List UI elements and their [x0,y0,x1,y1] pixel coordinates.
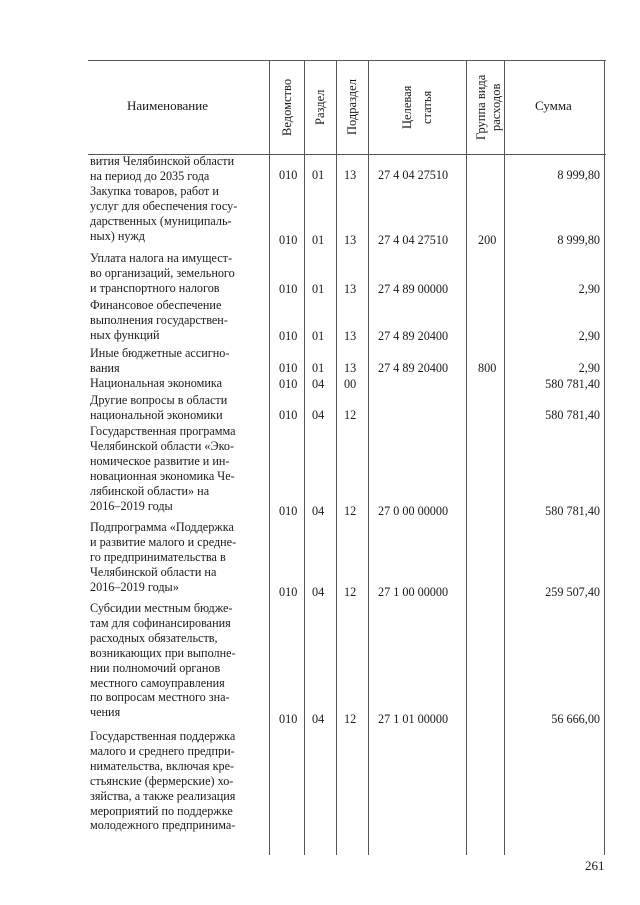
row-razdel: 04 [312,377,325,391]
header-top-rule [88,60,606,61]
row-podrazdel: 12 [344,585,357,599]
row-celevaya: 27 4 89 00000 [378,282,449,296]
row-razdel: 04 [312,712,325,726]
header-summa: Сумма [535,98,572,113]
row-summa: 8 999,80 [557,233,600,247]
row-celevaya: 27 4 04 27510 [378,233,449,247]
row-name: вития Челябинской области на период до 2035 года [90,154,235,183]
row-name: Иные бюджетные ассигно- вания [90,346,230,375]
col-divider [269,60,270,855]
row-podrazdel: 13 [344,168,357,182]
row-name: Уплата налога на имущест- во организаций, земельного и транспортного налогов [90,251,235,295]
row-summa: 2,90 [578,361,600,375]
header-gruppa-line2: расходов [489,83,503,131]
row-razdel: 01 [312,282,325,296]
row-name: Государственная поддержка малого и среднего предпри- нимательства, включая кре- стьянские (фермерские) хо- зяйства, а также реализация мероприятий по поддержке молодежного предпринима- [90,729,236,833]
row-celevaya: 27 4 89 20400 [378,361,449,375]
row-celevaya: 27 1 01 00000 [378,712,449,726]
row-vedomstvo: 010 [279,585,298,599]
col-divider [368,60,369,855]
header-vedomstvo: Ведомство [280,78,294,136]
col-divider [466,60,467,855]
row-razdel: 04 [312,408,325,422]
row-podrazdel: 12 [344,504,357,518]
row-vedomstvo: 010 [279,168,298,182]
row-vedomstvo: 010 [279,408,298,422]
row-name: Национальная экономика [90,376,223,390]
header-celevaya-line1: Целевая [400,85,414,129]
row-razdel: 04 [312,585,325,599]
row-razdel: 01 [312,233,325,247]
row-summa: 580 781,40 [545,377,600,391]
row-vedomstvo: 010 [279,504,298,518]
row-name: Другие вопросы в области национальной экономики [90,393,228,422]
header-name: Наименование [127,98,208,113]
row-summa: 2,90 [578,329,600,343]
row-summa: 8 999,80 [557,168,600,182]
col-divider [304,60,305,855]
row-celevaya: 27 1 00 00000 [378,585,449,599]
row-name: Закупка товаров, работ и услуг для обеспечения госу- дарственных (муниципаль- ных) нужд [90,184,238,243]
col-divider [336,60,337,855]
row-vedomstvo: 010 [279,233,298,247]
row-vedomstvo: 010 [279,329,298,343]
row-podrazdel: 13 [344,361,357,375]
row-podrazdel: 12 [344,712,357,726]
row-gruppa: 800 [478,361,497,375]
row-vedomstvo: 010 [279,712,298,726]
col-divider [504,60,505,855]
row-name: Финансовое обеспечение выполнения государствен- ных функций [90,298,228,342]
row-celevaya: 27 0 00 00000 [378,504,449,518]
row-name: Подпрограмма «Поддержка и развитие малого и средне- го предпринимательства в Челябинской области на 2016–2019 годы» [90,520,237,594]
row-vedomstvo: 010 [279,361,298,375]
row-podrazdel: 13 [344,329,357,343]
row-vedomstvo: 010 [279,282,298,296]
row-razdel: 01 [312,361,325,375]
row-name: Субсидии местным бюдже- там для софинансирования расходных обязательств, возникающих при выполне- нии полномочий органов местного самоуправления по вопросам местного зна- чения [90,601,236,720]
row-razdel: 04 [312,504,325,518]
row-summa: 580 781,40 [545,504,600,518]
col-divider [604,60,605,855]
row-podrazdel: 12 [344,408,357,422]
row-razdel: 01 [312,168,325,182]
row-razdel: 01 [312,329,325,343]
row-podrazdel: 13 [344,233,357,247]
header-razdel: Раздел [313,89,327,125]
row-summa: 580 781,40 [545,408,600,422]
row-celevaya: 27 4 04 27510 [378,168,449,182]
row-summa: 2,90 [578,282,600,296]
row-podrazdel: 00 [344,377,357,391]
row-vedomstvo: 010 [279,377,298,391]
row-podrazdel: 13 [344,282,357,296]
header-podrazdel: Подраздел [345,79,359,135]
row-celevaya: 27 4 89 20400 [378,329,449,343]
row-gruppa: 200 [478,233,497,247]
page-number: 261 [585,858,605,873]
header-celevaya-line2: статья [420,90,434,124]
header-gruppa-line1: Группа вида [474,74,488,140]
row-summa: 259 507,40 [545,585,600,599]
row-name: Государственная программа Челябинской области «Эко- номическое развитие и ин- новационная экономика Че- лябинской области» на 2016–2019 годы [90,424,236,513]
row-summa: 56 666,00 [551,712,600,726]
